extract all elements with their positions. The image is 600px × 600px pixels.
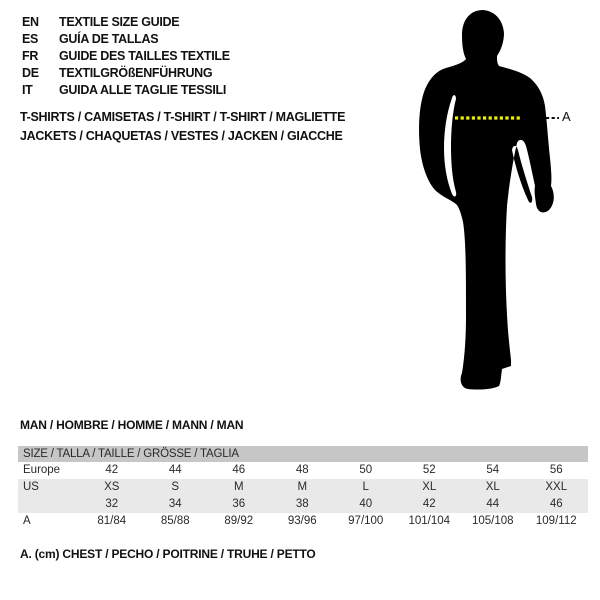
table-cell: 38 [295,498,309,510]
table-cell: 81/84 [97,515,127,527]
language-code: FR [22,49,39,63]
table-cell: 42 [422,498,436,510]
table-row-label: A [23,515,31,527]
category-line-jackets: JACKETS / CHAQUETAS / VESTES / JACKEN / GIACCHE [20,129,343,143]
table-cell: 109/112 [535,515,577,527]
table-cell: 40 [359,498,373,510]
table-row [18,513,588,530]
table-cell: 34 [168,498,182,510]
table-cell: XXL [545,481,568,493]
size-table-body [18,462,588,530]
table-cell: M [297,481,308,493]
table-cell: L [362,481,369,493]
language-row-de [22,65,230,82]
language-label: GUÍA DE TALLAS [59,32,159,46]
table-cell: 36 [232,498,246,510]
table-cell: 97/100 [348,515,384,527]
table-cell: M [233,481,244,493]
table-row [18,462,588,479]
size-table-header: SIZE / TALLA / TAILLE / GRÖSSE / TAGLIA [18,446,588,462]
language-code: ES [22,32,39,46]
table-cell: 101/104 [408,515,451,527]
language-label: TEXTILE SIZE GUIDE [59,15,180,29]
table-row-label: US [23,481,39,493]
measurement-footnote: A. (cm) CHEST / PECHO / POITRINE / TRUHE / PETTO [20,547,316,561]
table-row [18,496,588,513]
table-cell: 50 [359,464,373,476]
section-title-man: MAN / HOMBRE / HOMME / MANN / MAN [20,418,244,432]
language-code: EN [22,15,39,29]
table-cell: 44 [486,498,500,510]
language-list [22,14,230,99]
table-row-label [18,496,80,513]
table-cell: 85/88 [160,515,190,527]
measure-label-a: A [562,109,571,124]
table-cell: 46 [232,464,246,476]
table-cell: 52 [422,464,436,476]
language-row-fr [22,48,230,65]
table-cell: 44 [168,464,182,476]
language-code: IT [22,83,33,97]
table-cell: XL [422,481,437,493]
table-cell: 46 [549,498,563,510]
table-row [18,479,588,496]
table-cell: S [171,481,180,493]
table-cell: 105/108 [471,515,514,527]
table-cell: 42 [105,464,119,476]
man-silhouette-figure [398,0,580,400]
table-row-label: Europe [23,464,61,476]
language-row-es [22,31,230,48]
table-cell: XS [104,481,120,493]
language-row-it [22,82,230,99]
language-label: GUIDE DES TAILLES TEXTILE [59,49,230,63]
man-silhouette-body [419,10,554,390]
size-table [18,446,588,530]
language-row-en [22,14,230,31]
table-cell: XL [485,481,500,493]
table-cell: 56 [549,464,563,476]
table-cell: 89/92 [224,515,254,527]
language-label: GUIDA ALLE TAGLIE TESSILI [59,83,227,97]
language-label: TEXTILGRÖßENFÜHRUNG [59,66,213,80]
table-cell: 93/96 [287,515,317,527]
language-code: DE [22,66,39,80]
category-lines [20,108,345,146]
category-line-tshirts: T-SHIRTS / CAMISETAS / T-SHIRT / T-SHIRT / MAGLIETTE [20,110,346,124]
table-cell: 54 [486,464,500,476]
man-silhouette-svg [398,0,580,400]
table-cell: 32 [105,498,119,510]
table-cell: 48 [295,464,309,476]
